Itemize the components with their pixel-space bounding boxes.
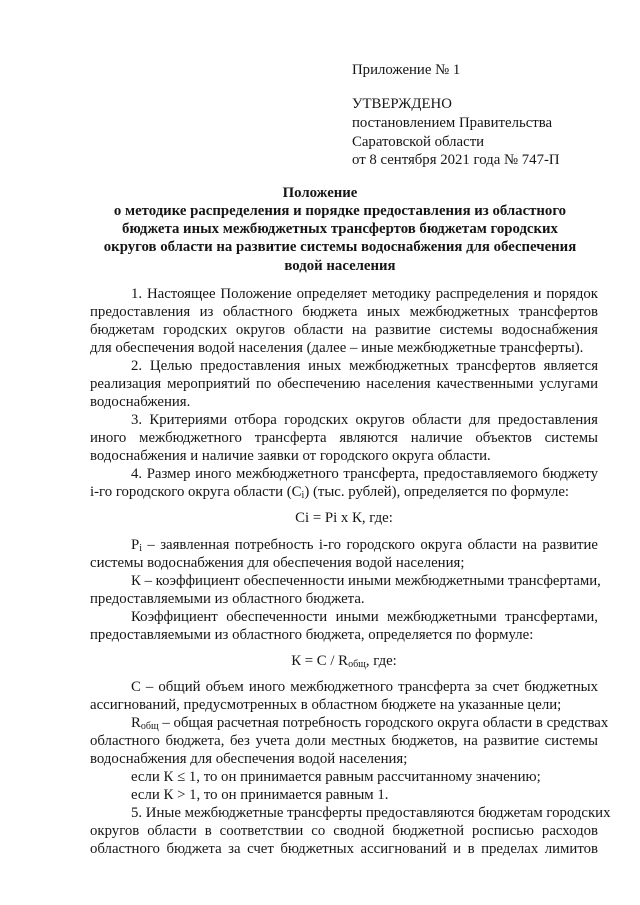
definition-line: областного бюджета, без учета доли местных бюджетов, на развитие системы <box>90 733 598 749</box>
paragraph-line: 1. Настоящее Положение определяет методику распределения и порядок <box>131 286 598 302</box>
paragraph-line: предоставляемыми из областного бюджета, определяется по формуле: <box>90 627 534 643</box>
definition-line: водоснабжения для обеспечения водой населения; <box>90 751 408 767</box>
formula: $К = С / R_{общ}$, где: <box>291 653 397 670</box>
paragraph-line: 4. Размер иного межбюджетного трансферта, предоставляемого бюджету <box>131 466 598 482</box>
paragraph-line: 3. Критериями отбора городских округов области для предоставления <box>131 412 598 428</box>
title-line: водой населения <box>284 258 396 274</box>
paragraph-line: округов области в соответствии со сводной бюджетной росписью расходов <box>90 823 598 839</box>
definition-line: предоставляемыми из областного бюджета. <box>90 591 365 607</box>
paragraph-line: 5. Иные межбюджетные трансферты предоставляются бюджетам городских <box>131 805 611 821</box>
paragraph-line: водоснабжения. <box>90 394 191 410</box>
definition-line: $R_{общ}$ – общая расчетная потребность городского округа области в средствах <box>131 715 609 732</box>
paragraph-line: i-го городского округа области $(С_i)$ (тыс. рублей), определяется по формуле: <box>90 484 570 501</box>
paragraph-line: Коэффициент обеспеченности иными межбюджетными трансфертами, <box>131 609 598 625</box>
paragraph-line: водоснабжения и наличие заявки от городского округа области. <box>90 448 491 464</box>
paragraph-line: предоставления из областного бюджета иных межбюджетных трансфертов <box>90 304 598 320</box>
paragraph-line: для обеспечения водой населения (далее – иные межбюджетные трансферты). <box>90 340 584 356</box>
formula: Сi = Pi х К, где: <box>295 510 393 526</box>
appendix-label: Приложение № 1 <box>352 62 461 78</box>
paragraph-line: областного бюджета за счет бюджетных ассигнований и в пределах лимитов <box>90 841 598 857</box>
definition-line: С – общий объем иного межбюджетного трансферта за счет бюджетных <box>131 679 598 695</box>
condition-line: если К > 1, то он принимается равным 1. <box>131 787 389 803</box>
title-line: бюджета иных межбюджетных трансфертов бюджетам городских <box>122 221 558 237</box>
document-title: Положение <box>282 185 358 201</box>
paragraph-line: бюджетам городских округов области на развитие системы водоснабжения <box>90 322 598 338</box>
definition-line: К – коэффициент обеспеченности иными межбюджетными трансфертами, <box>131 573 601 589</box>
approval-line: Саратовской области <box>352 134 485 150</box>
title-line: округов области на развитие системы водоснабжения для обеспечения <box>103 239 577 255</box>
approved-label: УТВЕРЖДЕНО <box>352 96 452 112</box>
paragraph-line: 2. Целью предоставления иных межбюджетных трансфертов является <box>131 358 598 374</box>
title-line: о методике распределения и порядке предоставления из областного <box>113 203 567 219</box>
approval-line: постановлением Правительства <box>352 115 553 131</box>
approval-line: от 8 сентября 2021 года № 747-П <box>352 152 560 168</box>
paragraph-line: иного межбюджетного трансферта являются наличие объектов системы <box>90 430 598 446</box>
definition-line: системы водоснабжения для обеспечения водой населения; <box>90 555 465 571</box>
paragraph-line: реализация мероприятий по обеспечению населения качественными услугами <box>90 376 598 392</box>
condition-line: если К ≤ 1, то он принимается равным рассчитанному значению; <box>131 769 541 785</box>
definition-line: ассигнований, предусмотренных в областном бюджете на указанные цели; <box>90 697 562 713</box>
definition-line: $P_i$ – заявленная потребность i-го городского округа области на развитие <box>131 537 598 554</box>
